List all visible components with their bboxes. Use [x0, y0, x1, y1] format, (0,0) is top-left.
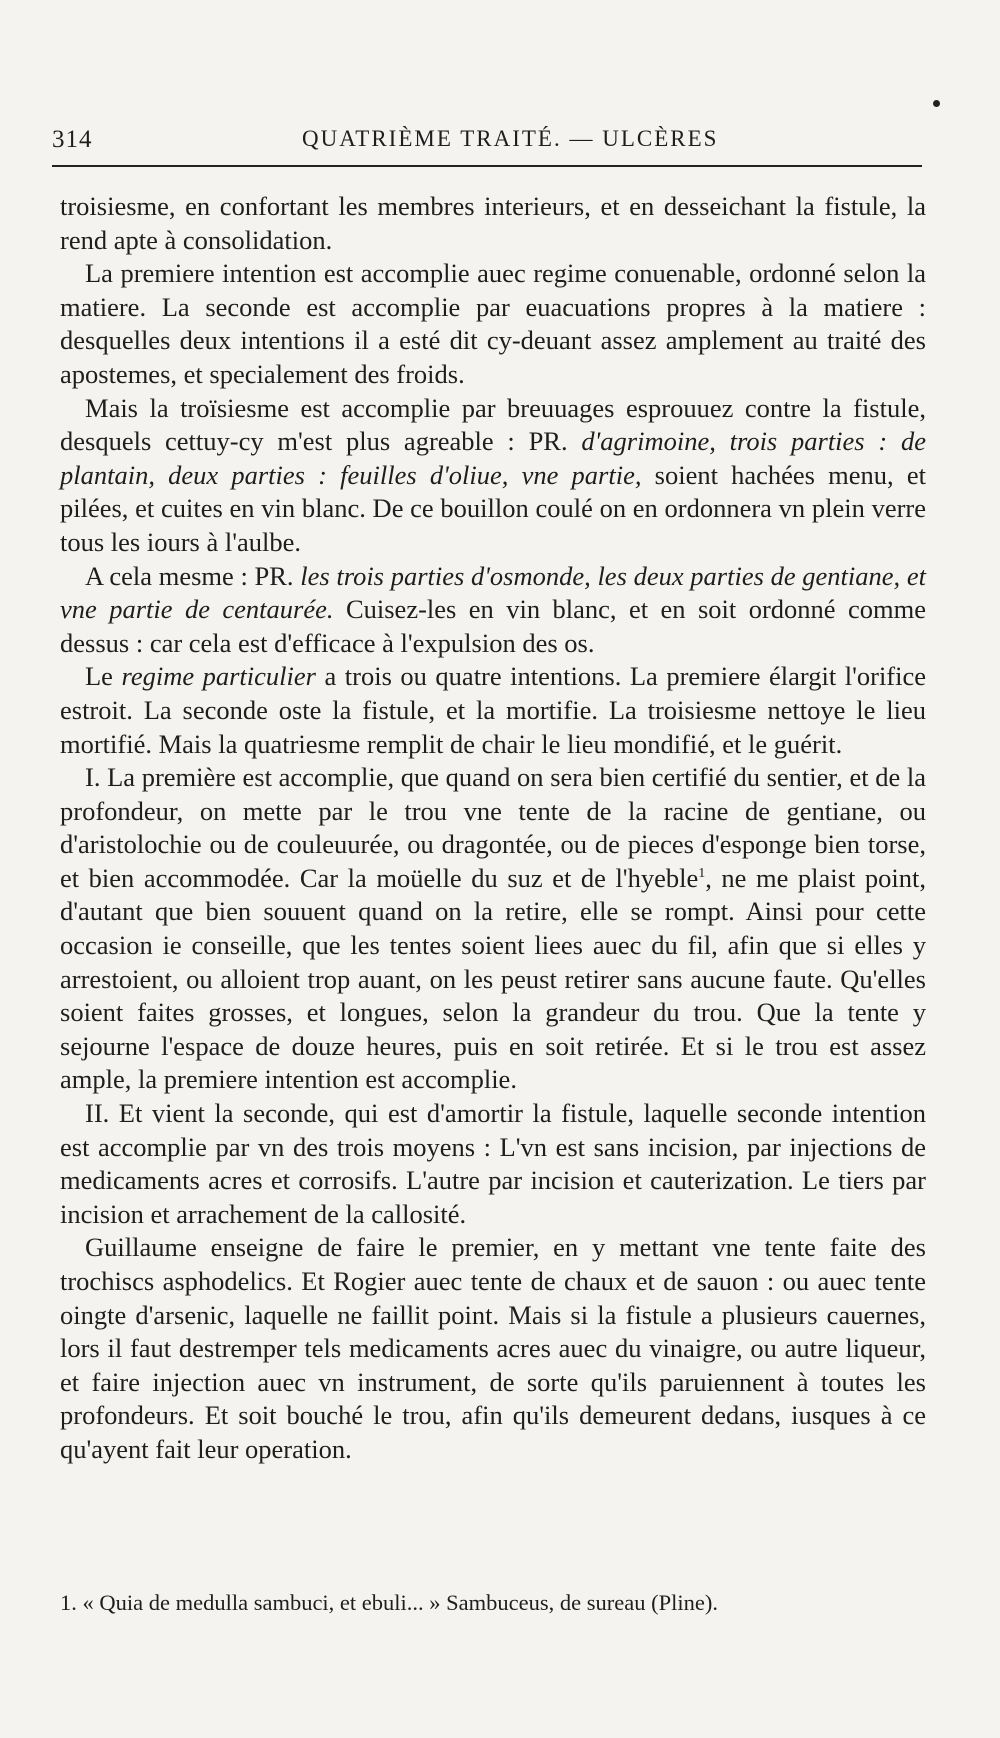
paragraph	[60, 761, 926, 1097]
italic-term: regime particulier	[121, 661, 316, 692]
paragraph: Guillaume enseigne de faire le premier, en y mettant vne tente faite des trochiscs asphodelics. Et Rogier auec tente de chaux et de sauon : ou auec tente oingte d'arsenic, laquelle ne faillit point. Mais si la fistule a plusieurs cauernes, lors il faut destremper tels medicaments acres auec du vinaigre, ou autre liqueur, et faire injection auec vn instrument, de sorte qu'ils paruiennent à toutes les profondeurs. Et soit bouché le trou, afin qu'ils demeurent dedans, iusques à ce qu'ayent fait leur operation.	[60, 1232, 926, 1464]
page-header	[52, 120, 920, 160]
section-number: I.	[85, 762, 101, 793]
paragraph	[60, 660, 926, 761]
paragraph	[60, 1097, 926, 1231]
footnote-ref[interactable]: 1	[698, 866, 706, 882]
paragraph: troisiesme, en confortant les membres interieurs, et en desseichant la fistule, la rend apte à consolidation.	[60, 191, 926, 255]
paragraph: La premiere intention est accomplie auec regime conuenable, ordonné selon la matiere. La seconde est accomplie par euacuations propres à la matiere : desquelles deux intentions il a esté dit cy-deuant assez amplement au traité des apostemes, et specialement des froids.	[60, 258, 926, 389]
text-run: Mais la troïsiesme est accomplie par breuuages esprouuez contre la fistule, desquels cettuy-cy m'est plus agreable : PR.	[60, 392, 926, 457]
text-run: Le	[85, 661, 122, 692]
text-run: a trois ou quatre intentions. La premiere élargit l'orifice estroit. La seconde oste la fistule, et la mortifie. La troisiesme nettoye le lieu mortifié. Mais la quatriesme remplit de chair le lieu mondifié, et le guérit.	[60, 661, 927, 759]
text-run: Et vient la seconde, qui est d'amortir la fistule, laquelle seconde intention est accomplie par vn des trois moyens : L'vn est sans incision, par injections de medicaments acres et corrosifs. L'autre par incision et cauterization. Le tiers par incision et arrachement de la callosité.	[60, 1098, 926, 1229]
section-number: II.	[85, 1098, 110, 1129]
paragraph	[60, 392, 926, 560]
text-run: , ne me plaist point, d'autant que bien souuent quand on la retire, elle se rompt. Ainsi pour cette occasion ie conseille, que les tentes soient liees auec du fil, afin que si elles y arrestoient, ou alloient trop auant, on les peust retirer sans aucune faute. Qu'elles soient faites grosses, et longues, selon la grandeur du trou. Que la tente y sejourne l'espace de douze heures, puis en soit retirée. Et si le trou est assez ample, la premiere intention est accomplie.	[60, 862, 926, 1095]
footnote: 1. « Quia de medulla sambuci, et ebuli... » Sambuceus, de sureau (Pline).	[60, 1590, 718, 1615]
header-rule	[52, 165, 922, 167]
ink-speck	[933, 100, 940, 107]
text-run: soient hachées menu, et pilées, et cuites en vin blanc. De ce bouillon coulé on en ordonnera vn plein verre tous les iours à l'aulbe.	[60, 459, 926, 557]
body-text	[60, 190, 926, 1467]
paragraph	[60, 560, 926, 661]
text-run: A cela mesme : PR.	[85, 560, 301, 591]
text-run: Cuisez-les en vin blanc, et en soit ordonné comme dessus : car cela est d'efficace à l'expulsion des os.	[60, 594, 926, 658]
page-number: 314	[52, 126, 93, 153]
text-run: La première est accomplie, que quand on sera bien certifié du sentier, et de la profondeur, on mette par le trou vne tente de la racine de gentiane, ou d'aristolochie ou de couleuurée, ou dragontée, ou de pieces d'esponge bien torse, et bien accommodée. Car la moüelle du suz et de l'hyeble	[60, 762, 926, 893]
running-head: QUATRIÈME TRAITÉ. — ULCÈRES	[302, 126, 719, 151]
italic-recipe: d'agrimoine, trois parties : de plantain, deux parties : feuilles d'oliue, vne partie,	[60, 426, 927, 490]
italic-recipe: les trois parties d'osmonde, les deux parties de gentiane, et vne partie de centaurée.	[60, 560, 926, 625]
